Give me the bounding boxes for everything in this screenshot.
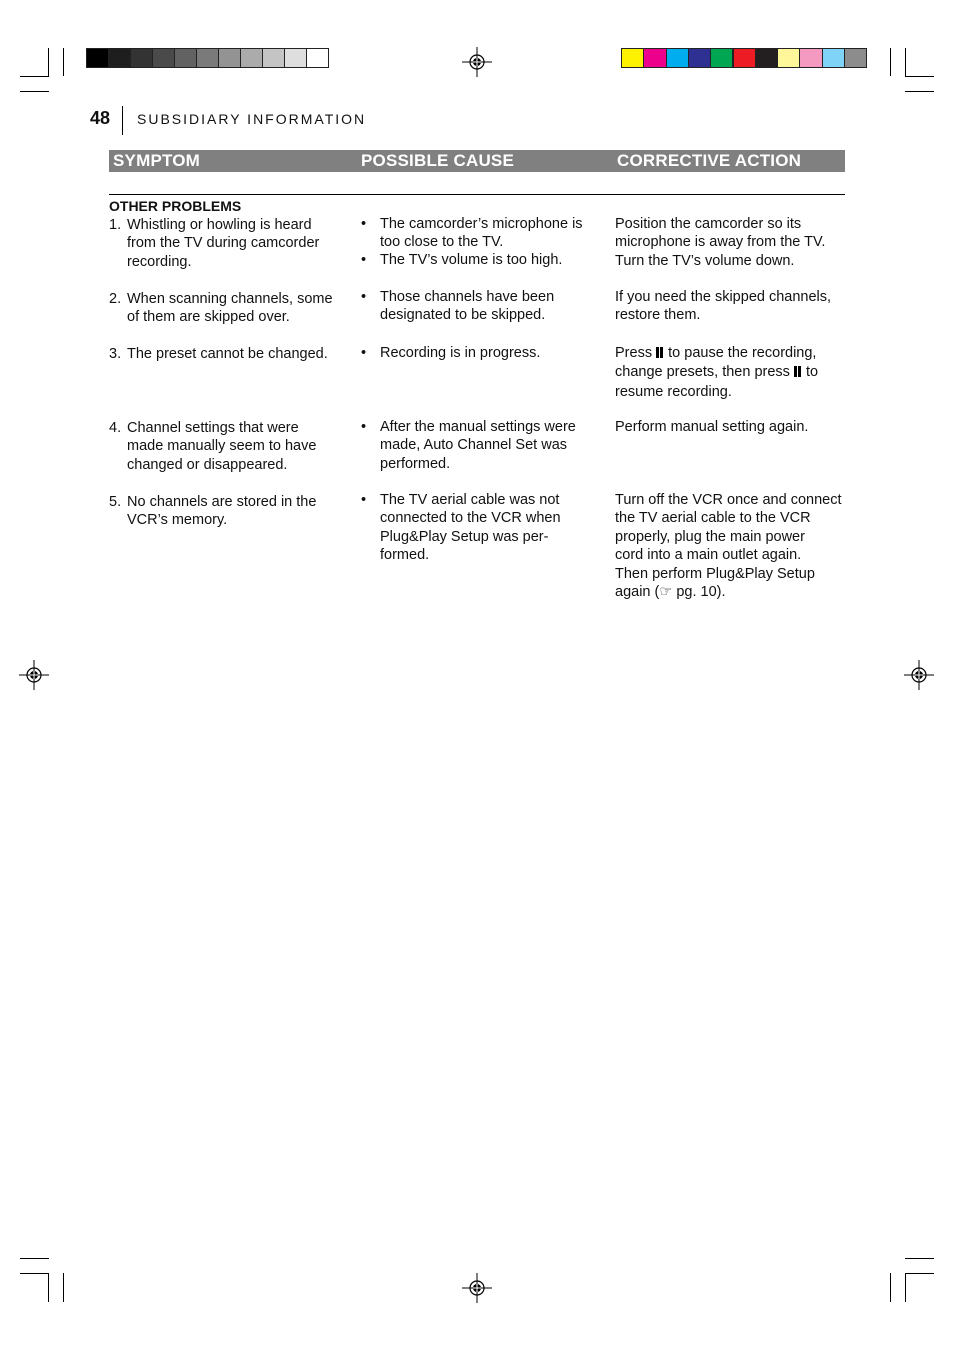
symptom-text: Whistling or howling is heard from the TV during camcorder recording.: [127, 217, 320, 270]
column-header-possible-cause: POSSIBLE CAUSE: [361, 151, 514, 170]
symptom-text: Channel settings that were made manually seem to have changed or disappeared.: [127, 420, 317, 473]
color-swatch: [799, 48, 822, 68]
color-swatch: [733, 48, 756, 68]
column-header-symptom: SYMPTOM: [113, 151, 201, 170]
crop-mark-icon: [48, 1273, 49, 1302]
column-header-corrective-action: CORRECTIVE ACTION: [617, 151, 802, 170]
row-number: 4.: [109, 420, 122, 436]
crop-mark-icon: [905, 91, 934, 92]
row-number: 3.: [109, 346, 122, 362]
crop-mark-icon: [890, 48, 891, 76]
color-swatch: [621, 48, 644, 68]
color-swatch: [666, 48, 689, 68]
bullet-icon: •: [361, 419, 367, 435]
crop-mark-icon: [905, 76, 934, 77]
row-number: 2.: [109, 291, 122, 307]
crop-mark-icon: [20, 91, 49, 92]
row-number: 1.: [109, 217, 122, 233]
cause-text: The TV aerial cable was not connected to the VCR when Plug&Play Setup was per- formed.: [380, 492, 561, 564]
color-swatch: [643, 48, 666, 68]
color-swatch: [196, 48, 219, 68]
crop-mark-icon: [20, 76, 49, 77]
color-swatch: [306, 48, 329, 68]
pause-icon: [656, 345, 664, 363]
crop-mark-icon: [63, 1273, 64, 1302]
symptom-text: No channels are stored in the VCR’s memory.: [127, 494, 317, 529]
crop-mark-icon: [905, 1258, 934, 1259]
bullet-icon: •: [361, 252, 367, 268]
registration-mark-icon: [904, 660, 934, 690]
color-swatch: [777, 48, 800, 68]
crop-mark-icon: [905, 1273, 934, 1274]
registration-mark-icon: [462, 1273, 492, 1303]
table-header-bar: [109, 150, 845, 172]
table-divider: [109, 194, 845, 195]
color-swatch: [755, 48, 778, 68]
symptom-text: When scanning channels, some of them are skipped over.: [127, 291, 333, 326]
cause-text: Recording is in progress.: [380, 345, 541, 361]
crop-mark-icon: [20, 1258, 49, 1259]
crop-mark-icon: [63, 48, 64, 76]
cause-text: Those channels have been designated to be skipped.: [380, 289, 555, 324]
color-swatch: [130, 48, 153, 68]
pause-icon: [794, 364, 802, 382]
cause-text: The TV’s volume is too high.: [380, 252, 563, 268]
row-number: 5.: [109, 494, 122, 510]
symptom-text: The preset cannot be changed.: [127, 346, 328, 362]
color-swatch: [844, 48, 867, 68]
page-number: 48: [90, 108, 111, 128]
bullet-icon: •: [361, 345, 367, 361]
category-heading: OTHER PROBLEMS: [109, 198, 242, 214]
bullet-icon: •: [361, 289, 367, 305]
crop-mark-icon: [905, 48, 906, 76]
color-swatch: [152, 48, 175, 68]
bullet-icon: •: [361, 216, 367, 232]
header-divider: [122, 106, 123, 135]
registration-mark-icon: [462, 47, 492, 77]
action-text: Turn off the VCR once and connect the TV aerial cable to the VCR properly, plug the main power cord into a main outlet again. Then perform Plug&Play Setup again (☞ pg. 10).: [615, 492, 842, 601]
cause-text: The camcorder’s microphone is too close to the TV.: [380, 216, 583, 251]
color-swatch: [108, 48, 131, 68]
action-text: Perform manual setting again.: [615, 419, 809, 435]
color-swatch: [218, 48, 241, 68]
crop-mark-icon: [20, 1273, 49, 1274]
color-swatch: [284, 48, 307, 68]
color-swatch: [86, 48, 109, 68]
crop-mark-icon: [905, 1273, 906, 1302]
bullet-icon: •: [361, 492, 367, 508]
crop-mark-icon: [48, 48, 49, 76]
crop-mark-icon: [890, 1273, 891, 1302]
cause-text: After the manual settings were made, Auto Channel Set was performed.: [380, 419, 576, 472]
color-swatch: [688, 48, 711, 68]
color-swatch: [240, 48, 263, 68]
action-text: Press to pause the recording, change presets, then press to resume recording.: [615, 345, 819, 400]
color-swatch: [710, 48, 733, 68]
section-title: SUBSIDIARY INFORMATION: [137, 111, 367, 127]
color-swatch: [174, 48, 197, 68]
registration-mark-icon: [19, 660, 49, 690]
color-swatch: [262, 48, 285, 68]
action-text: Position the camcorder so its microphone is away from the TV. Turn the TV’s volume down.: [615, 216, 826, 269]
action-text: If you need the skipped channels, restore them.: [615, 289, 832, 324]
color-swatch: [822, 48, 845, 68]
